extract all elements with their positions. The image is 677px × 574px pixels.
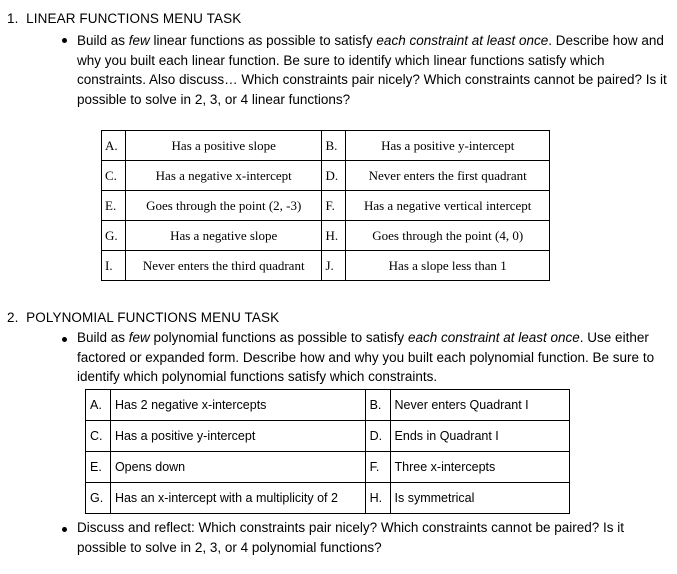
constraint-text: Opens down (110, 452, 365, 483)
constraint-text: Ends in Quadrant I (390, 421, 569, 452)
constraint-text: Has a negative slope (125, 221, 322, 251)
constraint-letter: E. (86, 452, 111, 483)
table-row (86, 421, 570, 452)
constraint-letter: D. (322, 161, 346, 191)
section-2-instructions: Build as few polynomial functions as possible to satisfy each constraint at least once. Use either factored or expanded form. Describe how and why you built each polynomial function. Be sure to identify which polynomial functions satisfy which constraints. (77, 330, 655, 384)
table-row (86, 390, 570, 421)
table-row (102, 251, 550, 281)
constraint-letter: G. (102, 221, 126, 251)
linear-constraints-table (101, 130, 550, 281)
constraint-text: Goes through the point (4, 0) (346, 221, 550, 251)
constraint-text: Has a positive slope (125, 131, 322, 161)
section-2-heading (7, 310, 279, 325)
constraint-letter: D. (365, 421, 390, 452)
constraint-letter: F. (322, 191, 346, 221)
constraint-text: Never enters Quadrant I (390, 390, 569, 421)
constraint-letter: B. (322, 131, 346, 161)
bullet-icon (62, 38, 67, 43)
constraint-text: Has a positive y-intercept (110, 421, 365, 452)
constraint-text: Goes through the point (2, -3) (125, 191, 322, 221)
constraint-letter: I. (102, 251, 126, 281)
section-2-number: 2. (7, 310, 19, 325)
constraint-letter: H. (322, 221, 346, 251)
constraint-letter: C. (102, 161, 126, 191)
section-2-title: POLYNOMIAL FUNCTIONS MENU TASK (26, 310, 280, 325)
constraint-letter: A. (102, 131, 126, 161)
section-1-heading (7, 11, 241, 26)
constraint-letter: E. (102, 191, 126, 221)
constraint-letter: J. (322, 251, 346, 281)
bullet-icon (62, 337, 67, 342)
bullet-icon (62, 527, 67, 532)
section-2-reflection: Discuss and reflect: Which constraints pair nicely? Which constraints cannot be paired? Is it possible to solve in 2, 3, or 4 polynomial functions? (77, 520, 624, 555)
constraint-text: Has an x-intercept with a multiplicity of 2 (110, 483, 365, 514)
constraint-letter: G. (86, 483, 111, 514)
constraint-letter: H. (365, 483, 390, 514)
constraint-text: Has 2 negative x-intercepts (110, 390, 365, 421)
table-row (86, 452, 570, 483)
table-row (102, 191, 550, 221)
table-row (86, 483, 570, 514)
constraint-text: Has a positive y-intercept (346, 131, 550, 161)
constraint-letter: A. (86, 390, 111, 421)
constraint-letter: C. (86, 421, 111, 452)
constraint-text: Is symmetrical (390, 483, 569, 514)
constraint-text: Has a negative x-intercept (125, 161, 322, 191)
table-row (102, 131, 550, 161)
constraint-text: Has a slope less than 1 (346, 251, 550, 281)
constraint-letter: B. (365, 390, 390, 421)
table-row (102, 221, 550, 251)
constraint-text: Never enters the first quadrant (346, 161, 550, 191)
polynomial-constraints-table (85, 389, 570, 514)
constraint-text: Has a negative vertical intercept (346, 191, 550, 221)
section-1-title: LINEAR FUNCTIONS MENU TASK (26, 11, 242, 26)
section-1-instructions: Build as few linear functions as possible to satisfy each constraint at least once. Describe how and why you built each linear function. Be sure to identify which linear functions satisfy which constraints. Also discuss… Which constraints pair nicely? Which constraints cannot be paired? Is it possible to solve in 2, 3, or 4 linear functions? (77, 33, 667, 107)
constraint-text: Three x-intercepts (390, 452, 569, 483)
constraint-text: Never enters the third quadrant (125, 251, 322, 281)
constraint-letter: F. (365, 452, 390, 483)
section-1-number: 1. (7, 11, 19, 26)
table-row (102, 161, 550, 191)
